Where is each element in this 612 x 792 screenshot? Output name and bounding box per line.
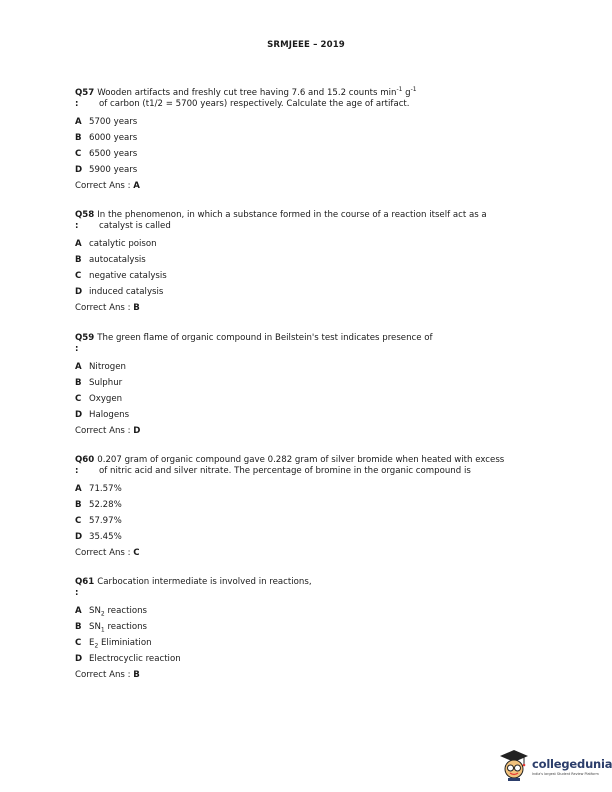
option: D induced catalysis (75, 287, 164, 297)
question-line (75, 455, 545, 466)
option: C $E_2$ Eliminiation (75, 638, 152, 650)
question-q61 (75, 577, 545, 684)
question-continuation: : (75, 587, 79, 598)
option: A 71.57% (75, 484, 122, 494)
question-continuation: : of carbon (t1/2 = 5700 years) respectively. Calculate the age of artifact. (75, 98, 410, 109)
option: A $SN_2$ reactions (75, 606, 148, 618)
correct-answer: Correct Ans : B (75, 670, 140, 680)
question-number: Q61 (75, 577, 95, 587)
logo-name: collegedunia (532, 756, 612, 771)
question-continuation: : (75, 343, 79, 354)
correct-answer: Correct Ans : C (75, 548, 140, 558)
option: A Nitrogen (75, 362, 126, 372)
question-number: Q58 (75, 210, 95, 220)
question-q58 (75, 210, 545, 317)
question-number: Q60 (75, 455, 95, 465)
question-text: Wooden artifacts and freshly cut tree having 7.6 and 15.2 counts $\min^{-1} g^{-1}$ (97, 86, 417, 98)
option-list (75, 117, 545, 181)
question-line (75, 577, 545, 588)
option: D Electrocyclic reaction (75, 654, 181, 664)
option-list (75, 239, 545, 303)
question-q57 (75, 88, 545, 195)
correct-answer: Correct Ans : A (75, 181, 140, 191)
question-continuation: : catalyst is called (75, 220, 171, 231)
option: D 5900 years (75, 165, 138, 175)
correct-answer: Correct Ans : D (75, 426, 141, 436)
collegedunia-logo[interactable] (499, 748, 612, 784)
option-list (75, 484, 545, 548)
option: B 52.28% (75, 500, 122, 510)
question-text: 0.207 gram of organic compound gave 0.282 gram of silver bromide when heated with excess (97, 455, 505, 465)
question-text: The green flame of organic compound in Beilstein's test indicates presence of (97, 333, 433, 343)
logo-tagline: India's largest Student Review Platform (532, 771, 599, 776)
option: B Sulphur (75, 378, 123, 388)
mascot-icon (499, 749, 529, 784)
question-number: Q57 (75, 88, 95, 98)
question-number: Q59 (75, 333, 95, 343)
option: C 6500 years (75, 149, 138, 159)
page-header: SRMJEEE – 2019 (267, 40, 345, 50)
question-line (75, 210, 545, 221)
question-line (75, 333, 545, 344)
option: B $SN_1$ reactions (75, 622, 148, 634)
question-q59 (75, 333, 545, 440)
option: C Oxygen (75, 394, 123, 404)
option: C 57.97% (75, 516, 122, 526)
option: D 35.45% (75, 532, 122, 542)
option: A 5700 years (75, 117, 138, 127)
option: C negative catalysis (75, 271, 167, 281)
correct-answer: Correct Ans : B (75, 303, 140, 313)
option: A catalytic poison (75, 239, 157, 249)
option: D Halogens (75, 410, 130, 420)
question-q60 (75, 455, 545, 562)
question-text: In the phenomenon, in which a substance formed in the course of a reaction itself act as a (97, 210, 487, 220)
option: B 6000 years (75, 133, 138, 143)
question-line (75, 88, 545, 99)
option-list (75, 362, 545, 426)
option: B autocatalysis (75, 255, 146, 265)
option-list (75, 606, 545, 670)
question-continuation: : of nitric acid and silver nitrate. The percentage of bromine in the organic compound is (75, 465, 471, 476)
question-text: Carbocation intermediate is involved in reactions, (97, 577, 312, 587)
